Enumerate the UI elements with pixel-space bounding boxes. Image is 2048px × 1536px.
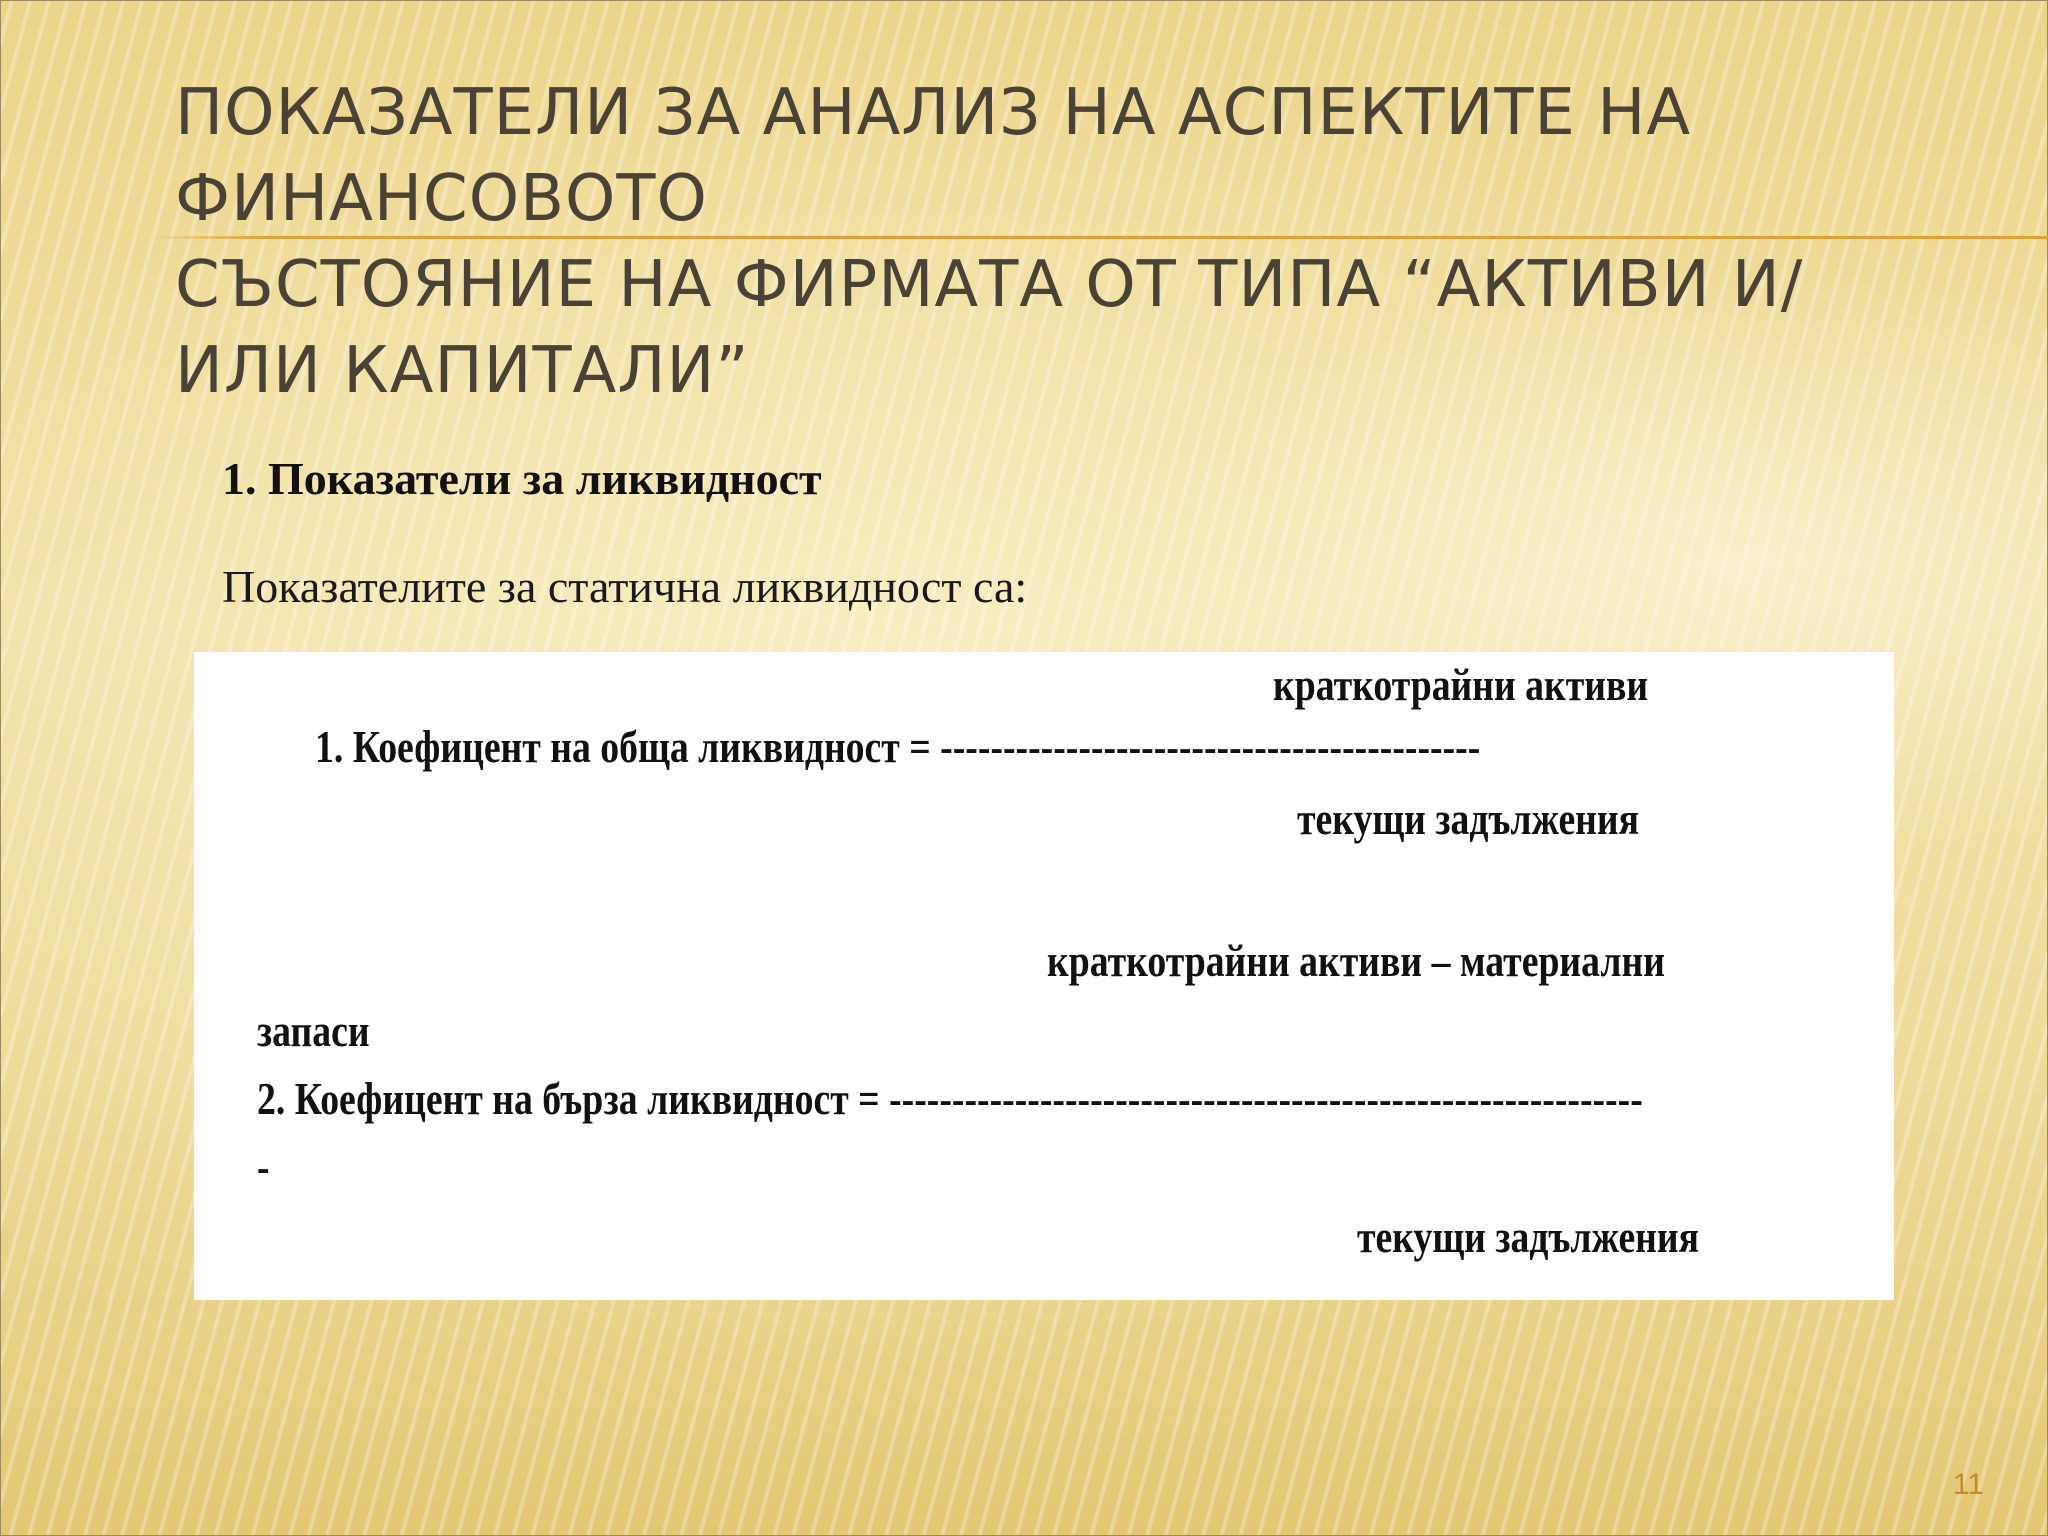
slide-title: ПОКАЗАТЕЛИ ЗА АНАЛИЗ НА АСПЕКТИТЕ НА ФИНАНСОВОТО СЪСТОЯНИЕ НА ФИРМАТА ОТ ТИПА “АКТИВИ И/ИЛИ КАПИТАЛИ” bbox=[175, 76, 1804, 408]
formula1-numerator: краткотрайни активи bbox=[1273, 659, 1649, 710]
formula2-label: 2. Коефицент на бърза ликвидност = ------------------------------------------------------------ bbox=[257, 1073, 1643, 1124]
formula1-denominator: текущи задължения bbox=[1297, 793, 1640, 844]
title-divider bbox=[150, 236, 2048, 239]
formula2-numerator: краткотрайни активи – материални bbox=[1047, 935, 1665, 986]
formula2-numerator-wrap: запаси bbox=[257, 1005, 370, 1056]
formula2-denominator: текущи задължения bbox=[1357, 1211, 1700, 1262]
intro-text: Показателите за статична ликвидност са: bbox=[222, 561, 1028, 612]
formula-image bbox=[194, 652, 1894, 1300]
formula2-label-wrap: - bbox=[257, 1141, 270, 1192]
section-heading: 1. Показатели за ликвидност bbox=[222, 453, 822, 504]
page-number: 11 bbox=[1952, 1468, 1984, 1501]
formula1-label: 1. Коефицент на обща ликвидност = ------------------------------------------- bbox=[315, 721, 1481, 772]
